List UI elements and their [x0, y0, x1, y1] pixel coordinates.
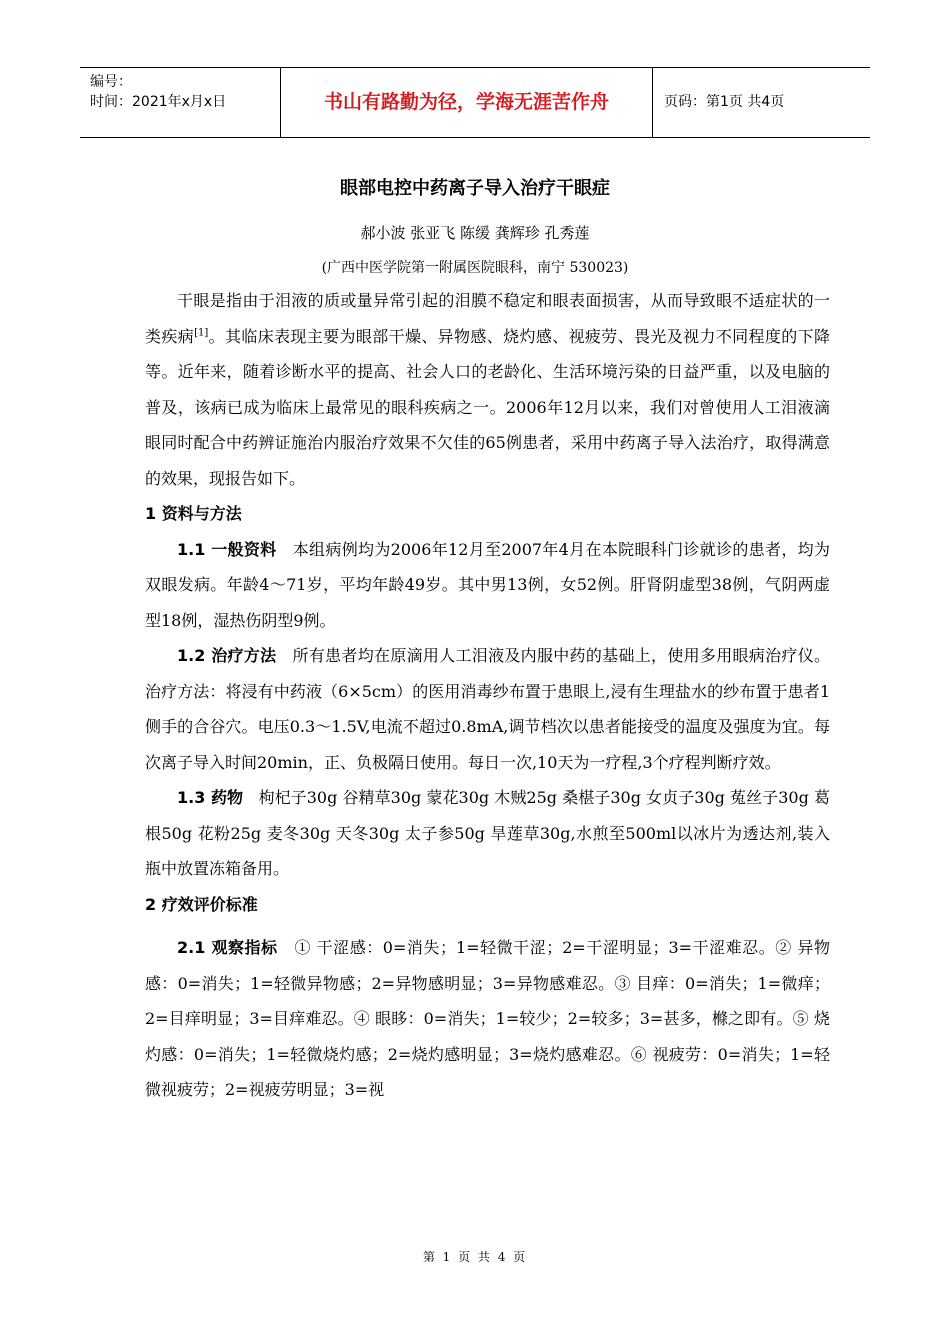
header-meta — [90, 72, 226, 112]
document-date: 时间：2021年x月x日 — [90, 94, 227, 110]
citation-ref: [1] — [194, 327, 209, 339]
document-number-label: 编号： — [90, 74, 132, 90]
page-header — [80, 67, 870, 138]
header-page-info: 页码：第1页 共4页 — [664, 94, 785, 110]
subsection-paragraph — [145, 780, 830, 887]
header-divider — [652, 68, 653, 137]
section-heading: 2 疗效评价标准 — [145, 894, 258, 914]
subsection-paragraph — [145, 638, 830, 780]
article-authors: 郝小波 张亚飞 陈缓 龚辉珍 孔秀莲 — [360, 224, 590, 242]
intro-text-a: 干眼是指由于泪液的质或量异常引起的泪膜不稳定和眼表面损害，从而导致眼不适症状的一类疾病 — [145, 291, 830, 346]
subsection-label: 1.3 药物 — [177, 788, 244, 807]
subsection-label: 2.1 观察指标 — [177, 938, 278, 957]
article-affiliation: (广西中医学院第一附属医院眼科，南宁 530023) — [321, 260, 629, 276]
subsection-text: 本组病例均为2006年12月至2007年4月在本院眼科门诊就诊的患者，均为双眼发病。年龄4～71岁，平均年龄49岁。其中男13例，女52例。肝肾阴虚型38例，气阴两虚型18例，湿热伤阴型9例。 — [145, 539, 830, 630]
subsection-label: 1.1 一般资料 — [177, 539, 277, 559]
subsection-text: ① 干涩感：0=消失；1=轻微干涩；2=干涩明显；3=干涩难忍。② 异物感：0=消失；1=轻微异物感；2=异物感明显；3=异物感难忍。③ 目痒：0=消失；1=微痒；2=目痒明显；3=目痒难忍。④ 眼眵：0=消失；1=较少；2=较多；3=甚多，樤之即有。⑤ 烧灼感：0=消失；1=轻微烧灼感；2=烧灼感明显；3=烧灼感难忍。⑥ 视疲劳：0=消失；1=轻微视疲劳；2=视疲劳明显；3=视 — [145, 938, 830, 1099]
article-body — [145, 283, 830, 1108]
subsection-text: 所有患者均在原滴用人工泪液及内服中药的基础上，使用多用眼病治疗仪。治疗方法：将浸有中药液（6×5cm）的医用消毒纱布置于患眼上,浸有生理盐水的纱布置于患者1侧手的合谷穴。电压0.3～1.5V,电流不超过0.8mA,调节档次以患者能接受的温度及强度为宜。每次离子导入时间20min，正、负极隔日使用。每日一次,10天为一疗程,3个疗程判断疗效。 — [145, 646, 830, 772]
subsection-label: 1.2 治疗方法 — [177, 646, 277, 665]
article-title: 眼部电控中药离子导入治疗干眼症 — [340, 178, 610, 199]
section-heading: 1 资料与方法 — [145, 504, 242, 523]
header-motto: 书山有路勤为径，学海无涯苦作舟 — [323, 91, 609, 113]
spacer — [145, 922, 830, 930]
intro-paragraph — [145, 283, 830, 496]
intro-text-b: 。其临床表现主要为眼部干燥、异物感、烧灼感、视疲劳、畏光及视力不同程度的下降等。近年来，随着诊断水平的提高、社会人口的老龄化、生活环境污染的日益严重，以及电脑的普及，该病已成为临床上最常见的眼科疾病之一。2006年12月以来，我们对曾使用人工泪液滴眼同时配合中药辨证施治内服治疗效果不欠佳的65例患者，采用中药离子导入法治疗，取得满意的效果，现报告如下。 — [145, 326, 830, 488]
subsection-paragraph — [145, 930, 830, 1108]
subsection-text: 枸杞子30g 谷精草30g 蒙花30g 木贼25g 桑椹子30g 女贞子30g 菟丝子30g 葛根50g 花粉25g 麦冬30g 天冬30g 太子参50g 旱莲草30g,水煎至500ml以冰片为透达剂,装入瓶中放置冻箱备用。 — [145, 788, 830, 878]
subsection-paragraph — [145, 532, 830, 639]
page-footer: 第 1 页 共 4 页 — [422, 1250, 528, 1264]
